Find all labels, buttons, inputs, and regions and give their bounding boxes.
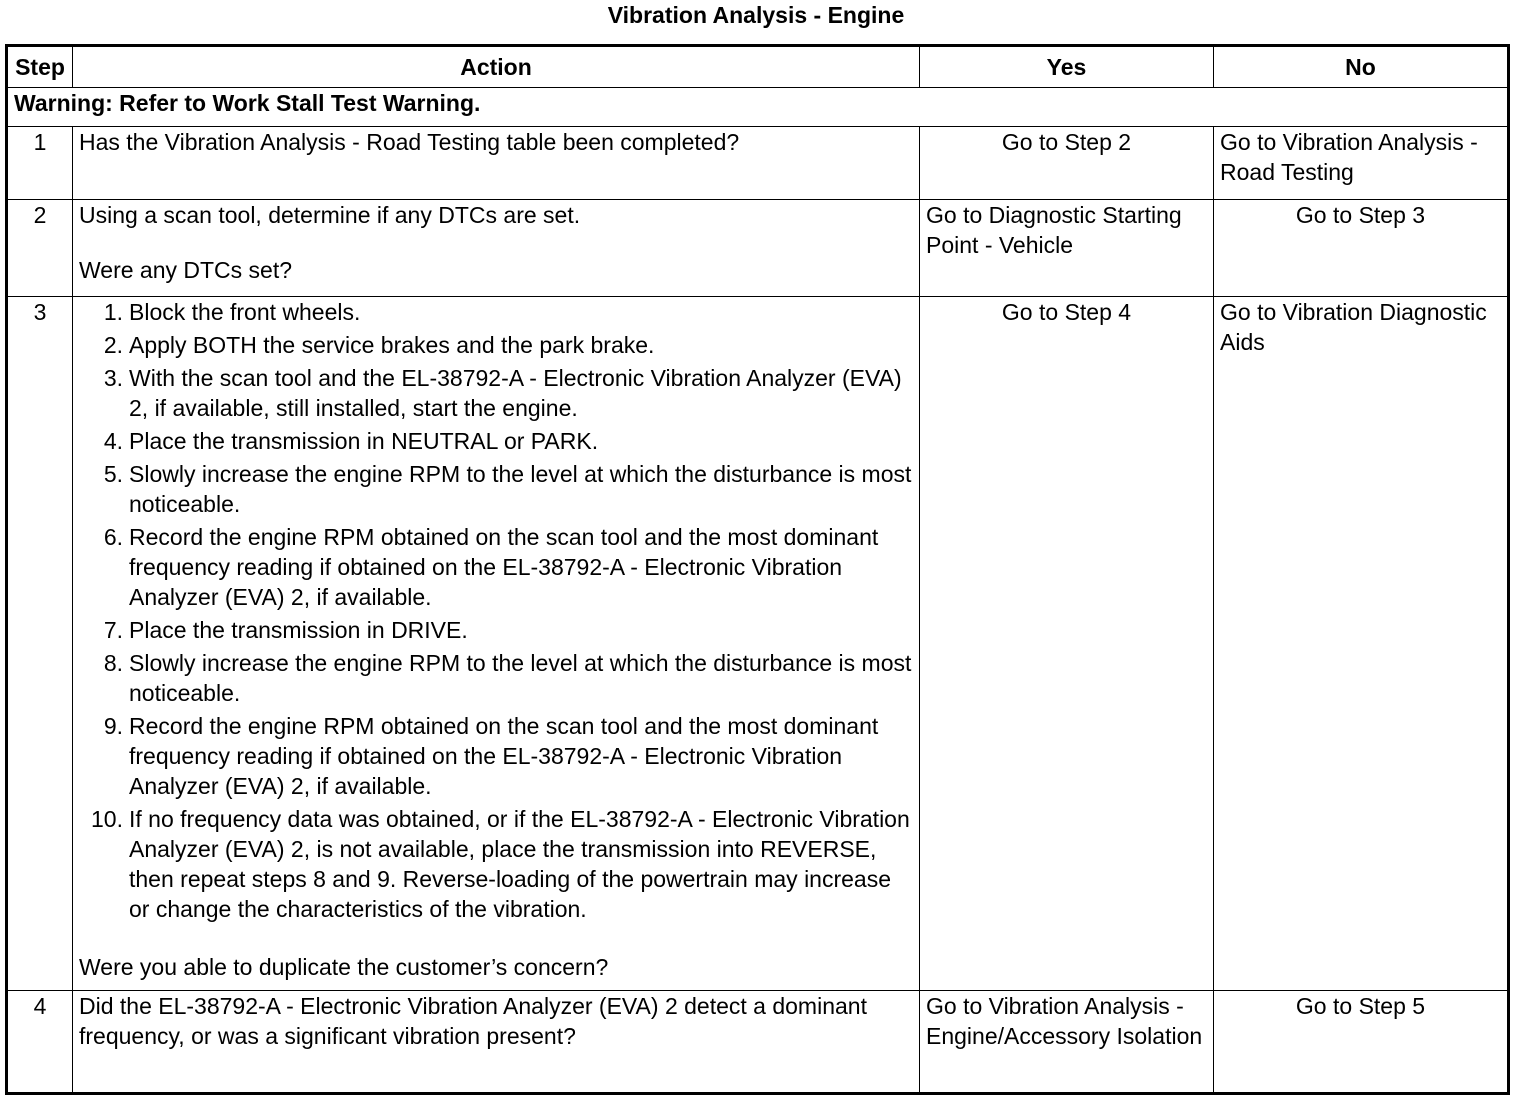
- action-cell: Did the EL-38792-A - Electronic Vibration Analyzer (EVA) 2 detect a dominant frequency, or was a significant vibration present?: [73, 991, 920, 1094]
- warning-row: [7, 88, 1509, 127]
- list-item: 1. Block the front wheels.: [103, 299, 361, 325]
- list-item: 5. Slowly increase the engine RPM to the level at which the disturbance is most noticeable.: [103, 461, 912, 517]
- diagnostic-table: [5, 44, 1510, 1095]
- action-intro: Using a scan tool, determine if any DTCs are set.: [79, 202, 581, 228]
- list-item: 8. Slowly increase the engine RPM to the level at which the disturbance is most noticeable.: [103, 650, 912, 706]
- list-item: 6. Record the engine RPM obtained on the scan tool and the most dominant frequency reading if obtained on the EL-38792-A - Electronic Vibration Analyzer (EVA) 2, if available.: [103, 524, 879, 610]
- list-item: 9. Record the engine RPM obtained on the scan tool and the most dominant frequency reading if obtained on the EL-38792-A - Electronic Vibration Analyzer (EVA) 2, if available.: [103, 713, 879, 799]
- list-item: 3. With the scan tool and the EL-38792-A - Electronic Vibration Analyzer (EVA) 2, if available, still installed, start the engine.: [103, 365, 902, 421]
- list-item: 2. Apply BOTH the service brakes and the park brake.: [103, 332, 655, 358]
- list-item: 7. Place the transmission in DRIVE.: [103, 617, 468, 643]
- action-cell: [73, 297, 920, 991]
- step-number: 2: [7, 200, 73, 297]
- list-item: 10. If no frequency data was obtained, or if the EL-38792-A - Electronic Vibration Analyzer (EVA) 2, is not available, place the transmission into REVERSE, then repeat steps 8 and 9. Reverse-loading of the powertrain may increase or change the characteristics of the vibration.: [91, 806, 910, 922]
- header-no: No: [1214, 46, 1509, 88]
- no-cell: Go to Vibration Analysis - Road Testing: [1214, 127, 1509, 200]
- table-row: [7, 297, 1509, 991]
- step-number: 4: [7, 991, 73, 1094]
- procedure-list: [79, 297, 913, 924]
- step-number: 1: [7, 127, 73, 200]
- yes-cell: Go to Step 4: [920, 297, 1214, 991]
- action-question: Were any DTCs set?: [79, 257, 293, 283]
- list-item: 4. Place the transmission in NEUTRAL or PARK.: [103, 428, 599, 454]
- no-cell: Go to Step 5: [1214, 991, 1509, 1094]
- no-cell: Go to Step 3: [1214, 200, 1509, 297]
- step-number: 3: [7, 297, 73, 991]
- table-row: [7, 991, 1509, 1094]
- warning-text: Warning: Refer to Work Stall Test Warning.: [7, 88, 1509, 127]
- page-title: Vibration Analysis - Engine: [607, 2, 905, 28]
- header-action: Action: [73, 46, 920, 88]
- header-row: [7, 46, 1509, 88]
- yes-cell: Go to Step 2: [920, 127, 1214, 200]
- action-question: Were you able to duplicate the customer’s concern?: [79, 954, 609, 980]
- action-cell: Has the Vibration Analysis - Road Testing table been completed?: [73, 127, 920, 200]
- table-row: [7, 127, 1509, 200]
- header-step: Step: [7, 46, 73, 88]
- action-cell: [73, 200, 920, 297]
- header-yes: Yes: [920, 46, 1214, 88]
- yes-cell: Go to Diagnostic Starting Point - Vehicle: [920, 200, 1214, 297]
- no-cell: Go to Vibration Diagnostic Aids: [1214, 297, 1509, 991]
- table-row: [7, 200, 1509, 297]
- yes-cell: Go to Vibration Analysis - Engine/Accessory Isolation: [920, 991, 1214, 1094]
